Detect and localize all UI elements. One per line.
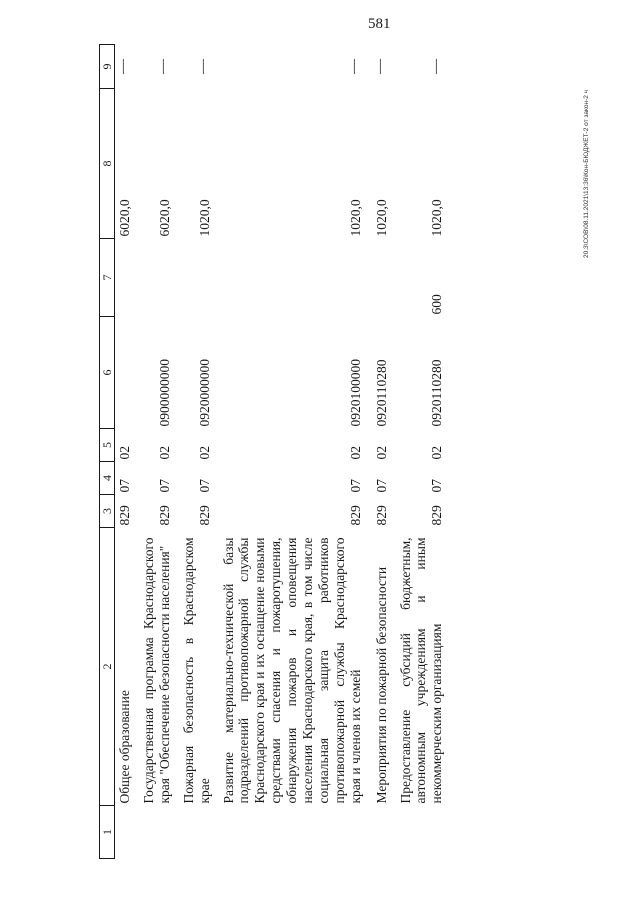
ministry-code: 829 (347, 505, 363, 526)
amount: 1020,0 (347, 199, 363, 237)
row-number-cell (398, 806, 446, 859)
header-row (100, 45, 115, 859)
subsection-code: 02 (196, 446, 212, 460)
table-row (115, 45, 133, 859)
column-header: 9 (100, 45, 115, 89)
column-header: 7 (100, 239, 115, 317)
expense-type (221, 239, 364, 317)
section-code: 07 (196, 479, 212, 493)
ministry-code: 829 (373, 505, 389, 526)
amount-change: — (194, 59, 211, 74)
target-article: 0920000000 (196, 359, 212, 427)
expense-type (141, 239, 173, 317)
section-code: 07 (116, 479, 132, 493)
amount: 1020,0 (429, 199, 445, 237)
amount: 6020,0 (156, 199, 172, 237)
table-row (372, 45, 390, 859)
row-number-cell (372, 806, 390, 859)
amount-change: — (155, 59, 171, 74)
expense-type: 600 (429, 294, 445, 315)
expense-type (372, 239, 390, 317)
expense-type (181, 239, 213, 317)
row-number-cell (181, 806, 213, 859)
row-name: Предоставление субсидий бюджетным, автономным учреждениям и иным некоммерческим организациям (397, 537, 445, 804)
row-number-cell (141, 806, 173, 859)
ministry-code: 829 (429, 505, 445, 526)
target-article: 0920110280 (429, 359, 445, 427)
column-header: 8 (100, 89, 115, 239)
target-article: 0920100000 (347, 359, 363, 427)
target-article: 0900000000 (156, 359, 172, 427)
row-number-cell (115, 806, 133, 859)
subsection-code: 02 (156, 446, 172, 460)
subsection-code: 02 (429, 446, 445, 460)
rotated-budget-table (99, 45, 561, 859)
amount-change: — (371, 59, 388, 74)
target-article (115, 317, 133, 429)
expense-type (115, 239, 133, 317)
amount: 1020,0 (196, 199, 212, 237)
row-name: Мероприятия по пожарной безопасности (373, 566, 389, 804)
page-number: 581 (368, 16, 391, 32)
column-header: 6 (100, 317, 115, 429)
column-header: 4 (100, 462, 115, 495)
amount-change: — (115, 59, 132, 74)
row-name: Развитие материально-технической базы подразделений противопожарной службы Краснодарского края и их оснащение новыми средствами спасения и пожаротушения, обнаружения пожаров и оповещения населения Краснодарского края, в том числе социальная защита работников противопожарной службы Краснодарского края и членов их семей (220, 537, 363, 804)
section-code: 07 (156, 479, 172, 493)
document-stamp: 20.3\СОВ\08.11.2021\13:36\Кон-БЮДЖЕТ-2 от закон-2 ч (583, 89, 590, 258)
table-row (398, 45, 446, 859)
section-code: 07 (373, 479, 389, 493)
subsection-code: 02 (347, 446, 363, 460)
amount-change: — (427, 59, 444, 74)
ministry-code: 829 (196, 505, 212, 526)
subsection-code: 02 (116, 446, 132, 460)
amount: 6020,0 (116, 199, 132, 237)
ministry-code: 829 (116, 505, 132, 526)
table-row (141, 45, 173, 859)
table-row (221, 45, 364, 859)
column-header: 5 (100, 429, 115, 462)
section-code: 07 (347, 479, 363, 493)
section-code: 07 (429, 479, 445, 493)
column-header: 3 (100, 495, 115, 528)
row-number-cell (221, 806, 364, 859)
column-header: 2 (100, 528, 115, 806)
target-article: 0920110280 (373, 359, 389, 427)
amount: 1020,0 (373, 199, 389, 237)
subsection-code: 02 (373, 446, 389, 460)
row-name: Государственная программа Краснодарского края "Обеспечение безопасности населения" (140, 537, 172, 804)
row-name: Общее образование (116, 690, 132, 804)
budget-table (99, 44, 445, 859)
amount-change: — (346, 59, 363, 74)
table-row (181, 45, 213, 859)
ministry-code: 829 (156, 505, 172, 526)
row-name: Пожарная безопасность в Краснодарском крае (180, 537, 212, 804)
column-header: 1 (100, 806, 115, 859)
